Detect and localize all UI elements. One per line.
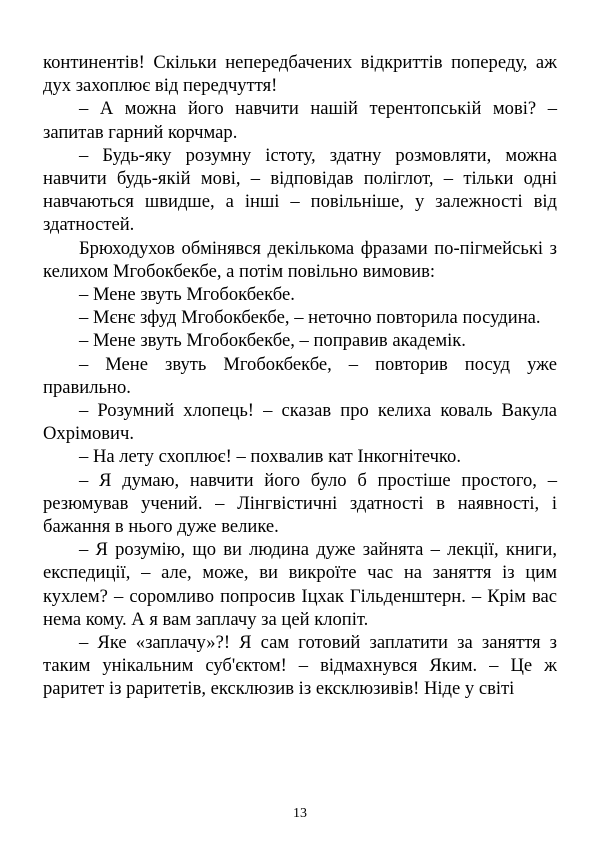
paragraph: – Мене звуть Мгобокбекбе, – повторив посуд уже правильно. — [43, 353, 557, 398]
paragraph: – На лету схоплює! – похвалив кат Інкогнітечко. — [79, 446, 461, 468]
paragraph: – Розумний хлопець! – сказав про келиха коваль Вакула Охрімович. — [43, 400, 557, 445]
paragraph: – А можна його навчити нашій терентопській мові? – запитав гарний корчмар. — [43, 98, 557, 143]
paragraph: – Яке «заплачу»?! Я сам готовий заплатити за заняття з таким унікальним суб'єктом! – відмахнувся Яким. – Це ж раритет із раритетів, ексклюзив із ексклюзивів! Ніде у світі — [43, 632, 557, 700]
paragraph: – Мєнє зфуд Мгобокбекбе, – неточно повторила посудина. — [79, 307, 541, 329]
paragraph: Брюходухов обмінявся декількома фразами по-пігмейські з келихом Мгобокбекбе, а потім повільно вимовив: — [43, 237, 557, 282]
paragraph: – Я думаю, навчити його було б простіше простого, – резюмував учений. – Лінгвістичні здатності в наявності, і бажання в нього дуже велике. — [43, 469, 557, 538]
paragraph: – Мене звуть Мгобокбекбе. — [79, 284, 295, 306]
paragraph: – Я розумію, що ви людина дуже зайнята – лекції, книги, експедиції, – але, може, ви викроїте час на заняття із цим кухлем? – соромливо попросив Іцхак Гільденштерн. – Крім вас нема кому. А я вам заплачу за цей клопіт. — [43, 539, 557, 630]
paragraph: – Мене звуть Мгобокбекбе, – поправив академік. — [79, 330, 466, 352]
page-number: 13 — [293, 806, 307, 821]
paragraph: – Будь-яку розумну істоту, здатну розмовляти, можна навчити будь-якій мові, – відповідав поліглот, – тільки одні навчаються швидше, а інші – повільніше, у залежності від здатностей. — [43, 144, 557, 236]
body-text — [43, 51, 557, 701]
paragraph: континентів! Скільки непередбачених відкриттів попереду, аж дух захоплює від передчуття! — [43, 52, 557, 97]
